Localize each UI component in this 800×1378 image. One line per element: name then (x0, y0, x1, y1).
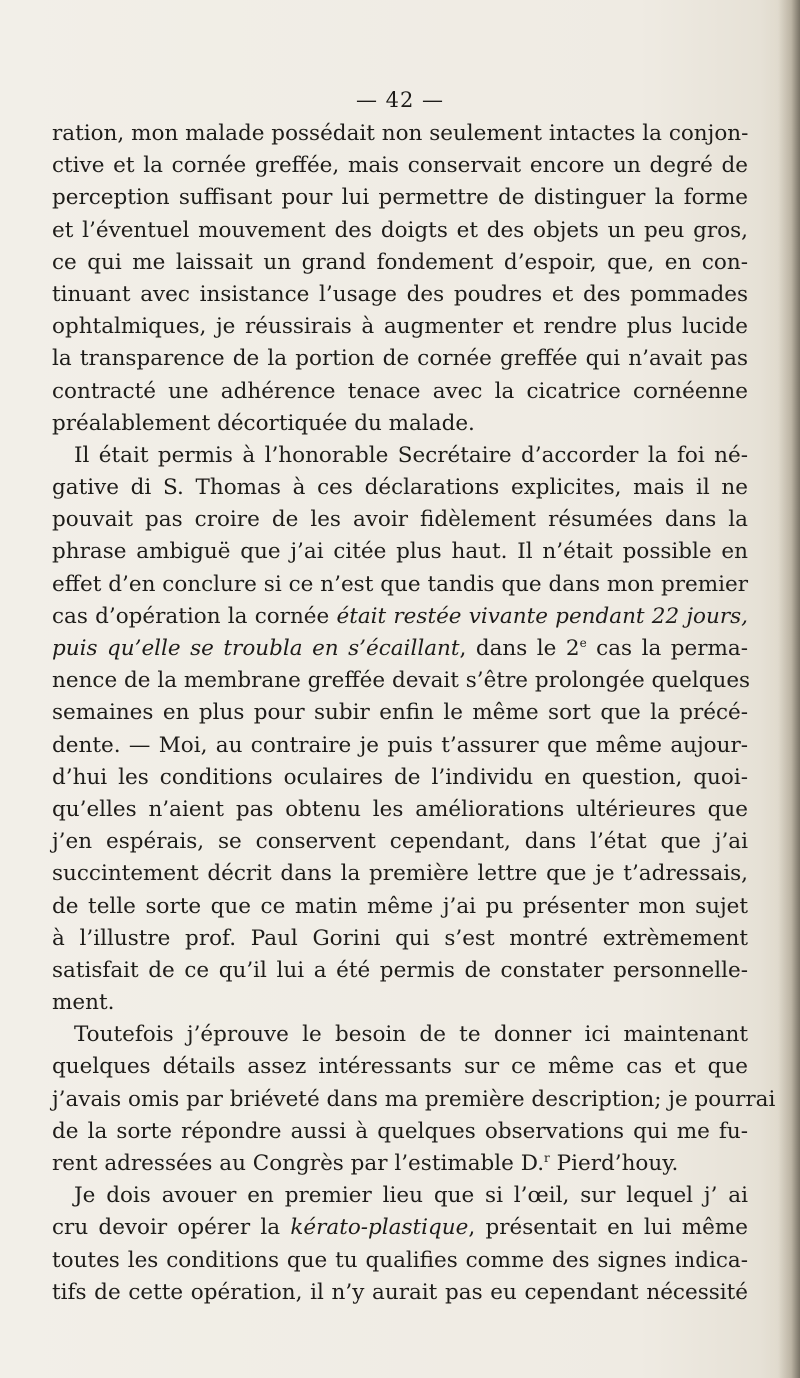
text-line: nence de la membrane greffée devait s’être prolongée quelques (52, 668, 751, 694)
text-segment: rent adressées au Congrès par l’estimable D. (52, 1151, 545, 1176)
text-line: qu’elles n’aient pas obtenu les améliorations ultérieures que (52, 796, 748, 822)
superscript: e (579, 635, 587, 650)
text-line: ctive et la cornée greffée, mais conservait encore un degré de (52, 153, 748, 179)
text-line: Toutefois j’éprouve le besoin de te donner ici maintenant (74, 1022, 748, 1048)
text-line: ophtalmiques, je réussirais à augmenter et rendre plus lucide (52, 314, 748, 340)
italic-segment: kérato-plastique (290, 1215, 469, 1241)
text-segment: cas la perma- (586, 636, 748, 661)
text-line (52, 633, 748, 665)
text-line: semaines en plus pour subir enfin le même sort que la précé- (52, 700, 748, 726)
text-line: de la sorte répondre aussi à quelques observations qui me fu- (52, 1118, 748, 1144)
text-segment: , dans le 2 (459, 636, 580, 661)
text-line: perception suffisant pour lui permettre de distinguer la forme (52, 185, 748, 211)
text-line: à l’illustre prof. Paul Gorini qui s’est montré extrèmement (52, 925, 748, 951)
text-line: tinuant avec insistance l’usage des poudres et des pommades (52, 281, 748, 307)
text-line (52, 601, 748, 633)
text-line: succintement décrit dans la première lettre que je t’adressais, (52, 861, 748, 887)
text-line (52, 1212, 748, 1244)
text-line: Je dois avouer en premier lieu que si l’œil, sur lequel j’ ai (74, 1183, 748, 1209)
text-line: pouvait pas croire de les avoir fidèlement résumées dans la (52, 507, 748, 533)
text-line: ce qui me laissait un grand fondement d’espoir, que, en con- (52, 249, 748, 275)
text-line: tifs de cette opération, il n’y aurait pas eu cependant nécessité (52, 1279, 748, 1305)
text-segment: Pierd’houy. (549, 1151, 679, 1176)
text-segment: cas d’opération la cornée (52, 603, 337, 629)
page-number: — 42 — (355, 88, 445, 112)
text-line: j’en espérais, se conservent cependant, dans l’état que j’ai (52, 829, 748, 855)
text-line: préalablement décortiquée du malade. (52, 410, 475, 436)
text-line (52, 1148, 748, 1180)
text-line: toutes les conditions que tu qualifies comme des signes indica- (52, 1247, 748, 1273)
text-line: phrase ambiguë que j’ai citée plus haut. Il n’était possible en (52, 539, 748, 565)
text-line: quelques détails assez intéressants sur ce même cas et que (52, 1054, 748, 1080)
superscript: r (544, 1150, 550, 1165)
text-line: satisfait de ce qu’il lui a été permis de constater personnelle- (52, 957, 748, 983)
body-text (52, 118, 776, 1309)
text-line: d’hui les conditions oculaires de l’individu en question, quoi- (52, 764, 748, 790)
text-line: j’avais omis par briéveté dans ma première description; je pourrai (52, 1086, 776, 1112)
text-line: la transparence de la portion de cornée greffée qui n’avait pas (52, 346, 748, 372)
text-line: et l’éventuel mouvement des doigts et des objets un peu gros, (52, 217, 748, 243)
text-line: dente. — Moi, au contraire je puis t’assurer que même aujour- (52, 732, 748, 758)
page-edge-shadow (778, 0, 800, 1378)
text-line: effet d’en conclure si ce n’est que tandis que dans mon premier (52, 571, 748, 597)
italic-segment: puis qu’elle se troubla en s’écaillant (52, 636, 460, 661)
text-line: ment. (52, 990, 115, 1016)
text-segment: cru devoir opérer la (52, 1215, 291, 1241)
text-line: de telle sorte que ce matin même j’ai pu présenter mon sujet (52, 893, 748, 919)
italic-segment: était restée vivante pendant 22 jours, (336, 603, 748, 629)
text-line: gative di S. Thomas à ces déclarations explicites, mais il ne (52, 475, 748, 501)
text-segment: , présentait en lui même (468, 1215, 748, 1241)
text-line: Il était permis à l’honorable Secrétaire d’accorder la foi né- (74, 442, 748, 468)
text-line: contracté une adhérence tenace avec la cicatrice cornéenne (52, 378, 748, 404)
text-line: ration, mon malade possédait non seulement intactes la conjon- (52, 121, 749, 146)
